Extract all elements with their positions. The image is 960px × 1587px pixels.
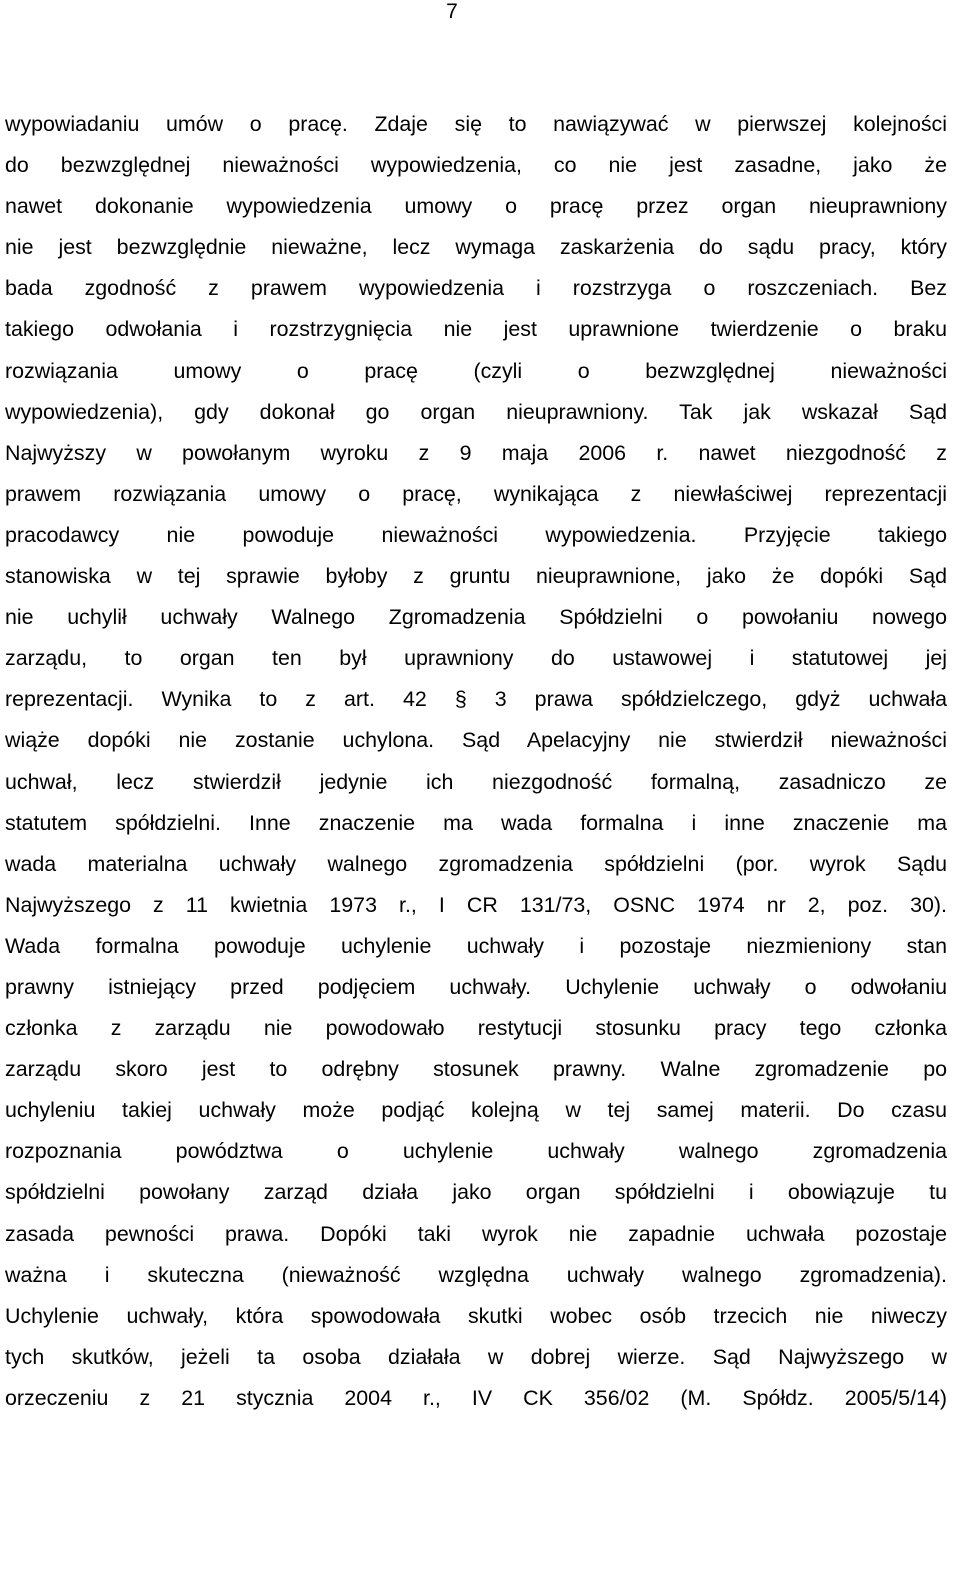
text-line: takiego odwołania i rozstrzygnięcia nie jest uprawnione twierdzenie o braku <box>5 317 947 342</box>
text-line: nawet dokonanie wypowiedzenia umowy o pracę przez organ nieuprawniony <box>5 194 947 219</box>
text-line: rozwiązania umowy o pracę (czyli o bezwzględnej nieważności <box>5 358 947 383</box>
text-line: zasada pewności prawa. Dopóki taki wyrok nie zapadnie uchwała pozostaje <box>5 1221 947 1246</box>
text-line: bada zgodność z prawem wypowiedzenia i rozstrzyga o roszczeniach. Bez <box>5 276 947 301</box>
text-line: wiąże dopóki nie zostanie uchylona. Sąd Apelacyjny nie stwierdził nieważności <box>5 728 947 753</box>
text-line: nie uchylił uchwały Walnego Zgromadzenia Spółdzielni o powołaniu nowego <box>5 605 947 630</box>
text-line: prawem rozwiązania umowy o pracę, wynikająca z niewłaściwej reprezentacji <box>5 481 947 506</box>
text-line: tych skutków, jeżeli ta osoba działała w dobrej wierze. Sąd Najwyższego w <box>5 1344 947 1369</box>
text-line: Najwyższy w powołanym wyroku z 9 maja 2006 r. nawet niezgodność z <box>5 440 947 465</box>
text-line: zarządu skoro jest to odrębny stosunek prawny. Walne zgromadzenie po <box>5 1057 947 1082</box>
text-line: wypowiadaniu umów o pracę. Zdaje się to nawiązywać w pierwszej kolejności <box>5 112 947 136</box>
text-line: reprezentacji. Wynika to z art. 42 § 3 prawa spółdzielczego, gdyż uchwała <box>5 687 947 712</box>
text-line: do bezwzględnej nieważności wypowiedzenia, co nie jest zasadne, jako że <box>5 153 947 178</box>
text-line: wada materialna uchwały walnego zgromadzenia spółdzielni (por. wyrok Sądu <box>5 851 947 876</box>
text-line: Uchylenie uchwały, która spowodowała skutki wobec osób trzecich nie niweczy <box>5 1303 947 1328</box>
text-line: nie jest bezwzględnie nieważne, lecz wymaga zaskarżenia do sądu pracy, który <box>5 235 947 260</box>
body-paragraph <box>5 104 947 1419</box>
text-line: statutem spółdzielni. Inne znaczenie ma wada formalna i inne znaczenie ma <box>5 810 947 835</box>
text-line: Wada formalna powoduje uchylenie uchwały i pozostaje niezmieniony stan <box>5 933 947 958</box>
text-line: członka z zarządu nie powodowało restytucji stosunku pracy tego członka <box>5 1016 947 1041</box>
text-line: orzeczeniu z 21 stycznia 2004 r., IV CK 356/02 (M. Spółdz. 2005/5/14) <box>5 1385 947 1410</box>
text-line: pracodawcy nie powoduje nieważności wypowiedzenia. Przyjęcie takiego <box>5 522 947 547</box>
text-line: Najwyższego z 11 kwietnia 1973 r., I CR 131/73, OSNC 1974 nr 2, poz. 30). <box>5 892 947 917</box>
text-line: wypowiedzenia), gdy dokonał go organ nieuprawniony. Tak jak wskazał Sąd <box>5 399 947 424</box>
text-line: ważna i skuteczna (nieważność względna uchwały walnego zgromadzenia). <box>5 1262 947 1287</box>
text-line: prawny istniejący przed podjęciem uchwały. Uchylenie uchwały o odwołaniu <box>5 974 947 999</box>
text-line: uchwał, lecz stwierdził jedynie ich niezgodność formalną, zasadniczo ze <box>5 769 947 794</box>
page-number: 7 <box>446 0 458 23</box>
text-line: spółdzielni powołany zarząd działa jako organ spółdzielni i obowiązuje tu <box>5 1180 947 1205</box>
text-line: uchyleniu takiej uchwały może podjąć kolejną w tej samej materii. Do czasu <box>5 1098 947 1123</box>
text-line: stanowiska w tej sprawie byłoby z gruntu nieuprawnione, jako że dopóki Sąd <box>5 564 947 589</box>
text-line: rozpoznania powództwa o uchylenie uchwały walnego zgromadzenia <box>5 1139 947 1164</box>
text-line: zarządu, to organ ten był uprawniony do ustawowej i statutowej jej <box>5 646 947 671</box>
